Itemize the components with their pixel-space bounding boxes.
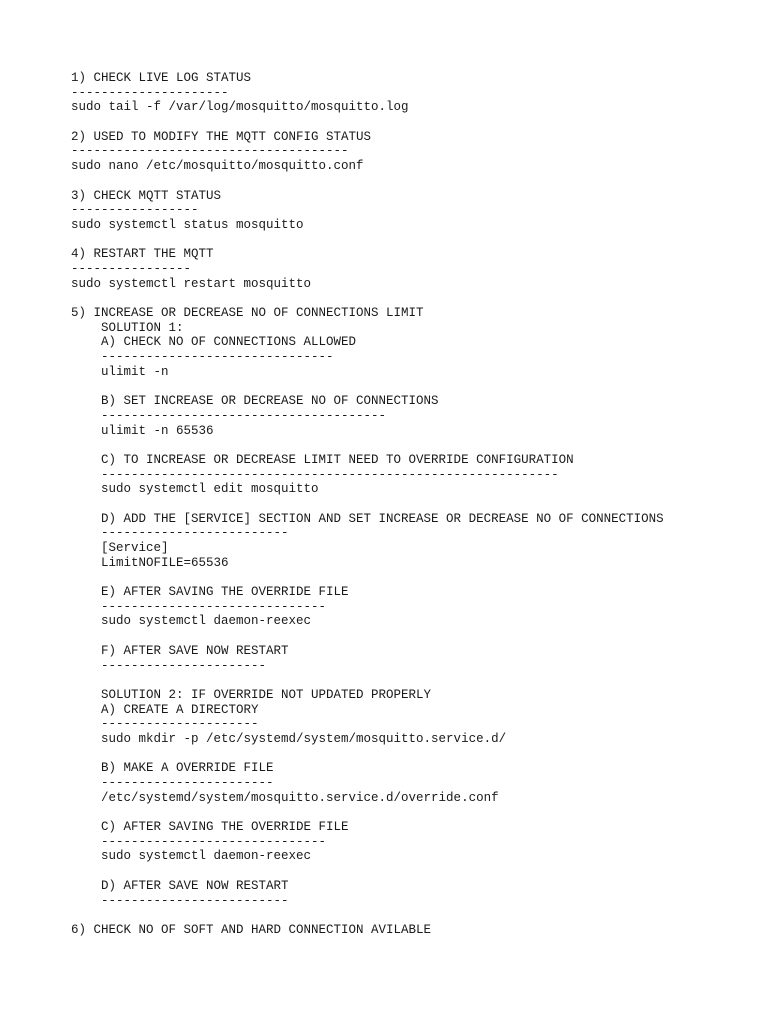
command-line: sudo systemctl restart mosquitto — [71, 276, 312, 291]
section-heading: C) AFTER SAVING THE OVERRIDE FILE — [71, 820, 349, 835]
section-heading: A) CREATE A DIRECTORY — [71, 702, 259, 717]
divider-line: ------------------------------------------------------------- — [71, 467, 559, 482]
divider-line: ------------------------------ — [71, 599, 327, 614]
divider-line: -------------------------------------- — [71, 408, 387, 423]
section-heading: E) AFTER SAVING THE OVERRIDE FILE — [71, 585, 349, 600]
divider-line: ---------------------- — [71, 658, 267, 673]
blank-line — [71, 438, 664, 453]
command-line: ulimit -n — [71, 364, 169, 379]
blank-line — [71, 673, 664, 688]
section-heading: 3) CHECK MQTT STATUS — [71, 188, 222, 203]
section-heading: 4) RESTART THE MQTT — [71, 247, 214, 262]
section-heading: 2) USED TO MODIFY THE MQTT CONFIG STATUS — [71, 129, 372, 144]
blank-line — [71, 379, 664, 394]
command-line: sudo systemctl daemon-reexec — [71, 614, 312, 629]
blank-line — [71, 908, 664, 923]
section-heading: SOLUTION 2: IF OVERRIDE NOT UPDATED PROPERLY — [71, 687, 432, 702]
section-heading: SOLUTION 1: — [71, 320, 184, 335]
command-line: /etc/systemd/system/mosquitto.service.d/override.conf — [71, 790, 499, 805]
divider-line: ------------------------- — [71, 526, 289, 541]
blank-line — [71, 805, 664, 820]
document-body — [71, 71, 664, 938]
divider-line: ----------------- — [71, 203, 199, 218]
section-heading: D) ADD THE [SERVICE] SECTION AND SET INCREASE OR DECREASE NO OF CONNECTIONS — [71, 511, 664, 526]
command-line: sudo systemctl edit mosquitto — [71, 482, 319, 497]
divider-line: ------------------------------ — [71, 834, 327, 849]
section-heading: A) CHECK NO OF CONNECTIONS ALLOWED — [71, 335, 357, 350]
blank-line — [71, 233, 664, 248]
blank-line — [71, 497, 664, 512]
blank-line — [71, 115, 664, 130]
blank-line — [71, 747, 664, 762]
divider-line: ---------------- — [71, 261, 192, 276]
command-line: sudo tail -f /var/log/mosquitto/mosquitto.log — [71, 100, 409, 115]
section-heading: 5) INCREASE OR DECREASE NO OF CONNECTIONS LIMIT — [71, 306, 424, 320]
divider-line: ----------------------- — [71, 776, 274, 790]
blank-line — [71, 570, 664, 585]
divider-line: --------------------- — [71, 85, 229, 100]
command-line: sudo systemctl daemon-reexec — [71, 849, 312, 864]
section-heading: F) AFTER SAVE NOW RESTART — [71, 643, 289, 658]
divider-line: ------------------------------- — [71, 350, 334, 365]
blank-line — [71, 864, 664, 879]
command-line: sudo mkdir -p /etc/systemd/system/mosquitto.service.d/ — [71, 731, 507, 746]
blank-line — [71, 174, 664, 189]
section-heading: B) SET INCREASE OR DECREASE NO OF CONNECTIONS — [71, 394, 439, 409]
section-heading: D) AFTER SAVE NOW RESTART — [71, 878, 289, 893]
divider-line: ------------------------- — [71, 893, 289, 908]
command-line: LimitNOFILE=65536 — [71, 555, 229, 570]
command-line: [Service] — [71, 541, 169, 555]
section-heading: C) TO INCREASE OR DECREASE LIMIT NEED TO OVERRIDE CONFIGURATION — [71, 452, 574, 467]
command-line: ulimit -n 65536 — [71, 423, 214, 438]
command-line: sudo nano /etc/mosquitto/mosquitto.conf — [71, 159, 364, 174]
divider-line: --------------------- — [71, 717, 259, 732]
divider-line: ------------------------------------- — [71, 144, 349, 159]
command-line: sudo systemctl status mosquitto — [71, 217, 304, 232]
section-heading: B) MAKE A OVERRIDE FILE — [71, 761, 274, 776]
blank-line — [71, 291, 664, 306]
blank-line — [71, 629, 664, 644]
section-heading: 6) CHECK NO OF SOFT AND HARD CONNECTION AVILABLE — [71, 922, 432, 937]
section-heading: 1) CHECK LIVE LOG STATUS — [71, 71, 252, 85]
